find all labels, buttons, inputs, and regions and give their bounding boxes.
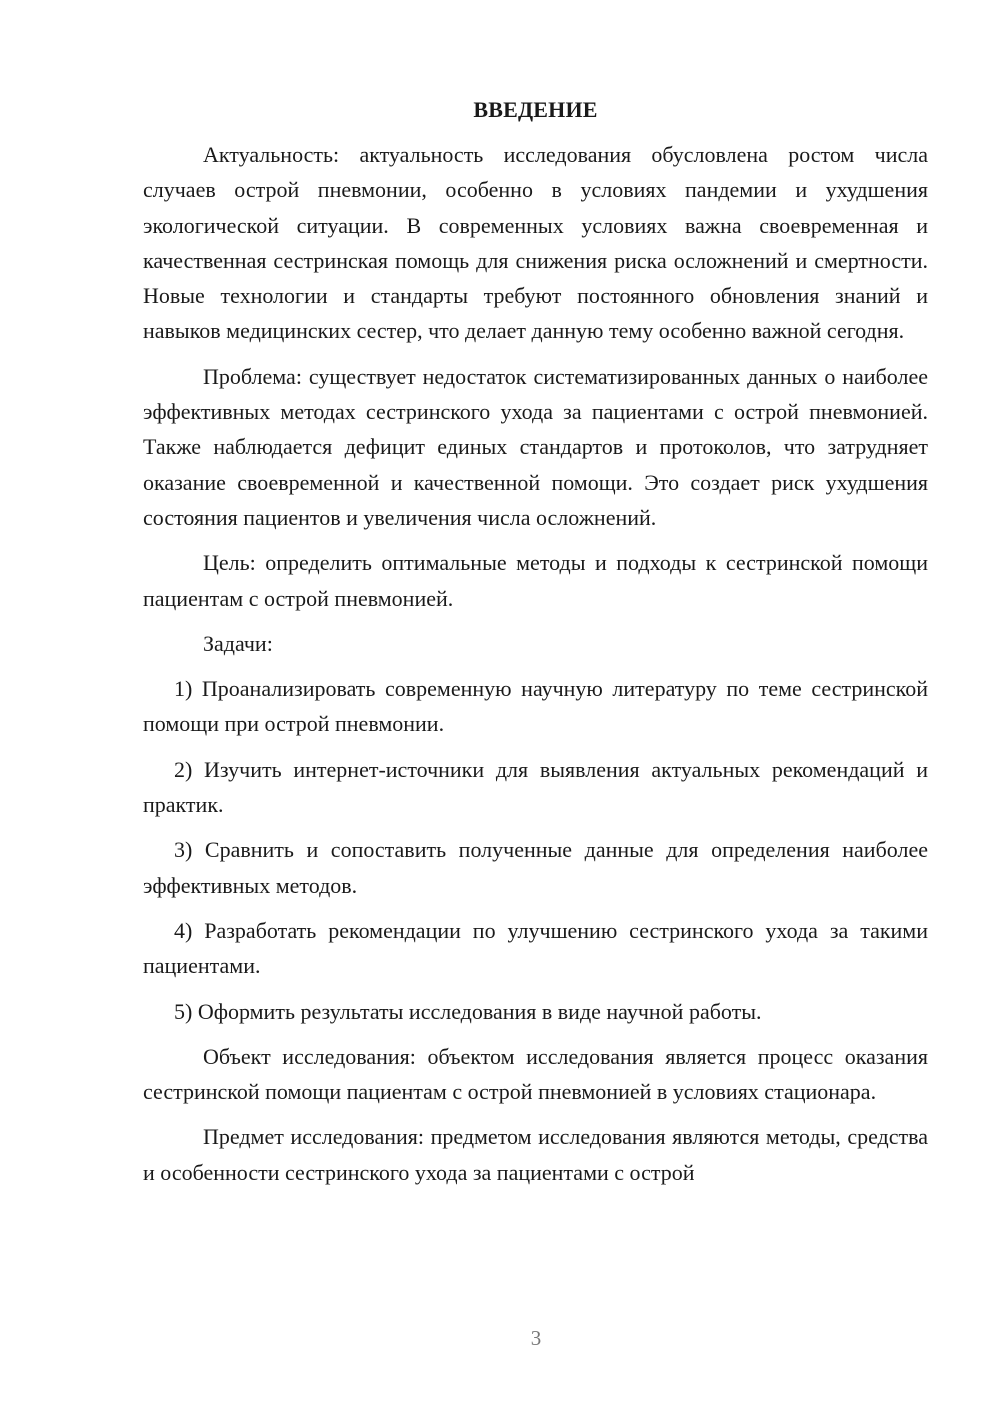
task-item-1: 1) Проанализировать современную научную литературу по теме сестринской помощи при острой пневмонии. <box>143 676 928 737</box>
paragraph-object: Объект исследования: объектом исследования является процесс оказания сестринской помощи пациентам с острой пневмонией в условиях стационара. <box>143 1043 928 1105</box>
section-title: ВВЕДЕНИЕ <box>473 97 598 122</box>
task-item-3: 3) Сравнить и сопоставить полученные данные для определения наиболее эффективных методов. <box>143 837 928 898</box>
paragraph-subject: Предмет исследования: предметом исследования являются методы, средства и особенности сестринского ухода за пациентами с острой <box>143 1124 928 1185</box>
task-item-2: 2) Изучить интернет-источники для выявления актуальных рекомендаций и практик. <box>143 756 928 818</box>
paragraph-tasks-heading: Задачи: <box>203 630 273 656</box>
paragraph-relevance: Актуальность: актуальность исследования обусловлена ростом числа случаев острой пневмонии, особенно в условиях пандемии и ухудшения экологической ситуации. В современных условиях важна своевременная и качественная сестринская помощь для снижения риска осложнений и смертности. Новые технологии и стандарты требуют постоянного обновления знаний и навыков медицинских сестер, что делает данную тему особенно важной сегодня. <box>143 142 928 344</box>
paragraph-goal: Цель: определить оптимальные методы и подходы к сестринской помощи пациентам с острой пневмонией. <box>143 550 928 611</box>
paragraph-problem: Проблема: существует недостаток систематизированных данных о наиболее эффективных методах сестринского ухода за пациентами с острой пневмонией. Также наблюдается дефицит единых стандартов и протоколов, что затрудняет оказание своевременной и качественной помощи. Это создает риск ухудшения состояния пациентов и увеличения числа осложнений. <box>143 363 928 530</box>
page-number: 3 <box>530 1326 542 1350</box>
task-item-4: 4) Разработать рекомендации по улучшению сестринского ухода за такими пациентами. <box>143 917 928 979</box>
task-item-5: 5) Оформить результаты исследования в виде научной работы. <box>174 998 762 1024</box>
page-content <box>143 92 928 1190</box>
